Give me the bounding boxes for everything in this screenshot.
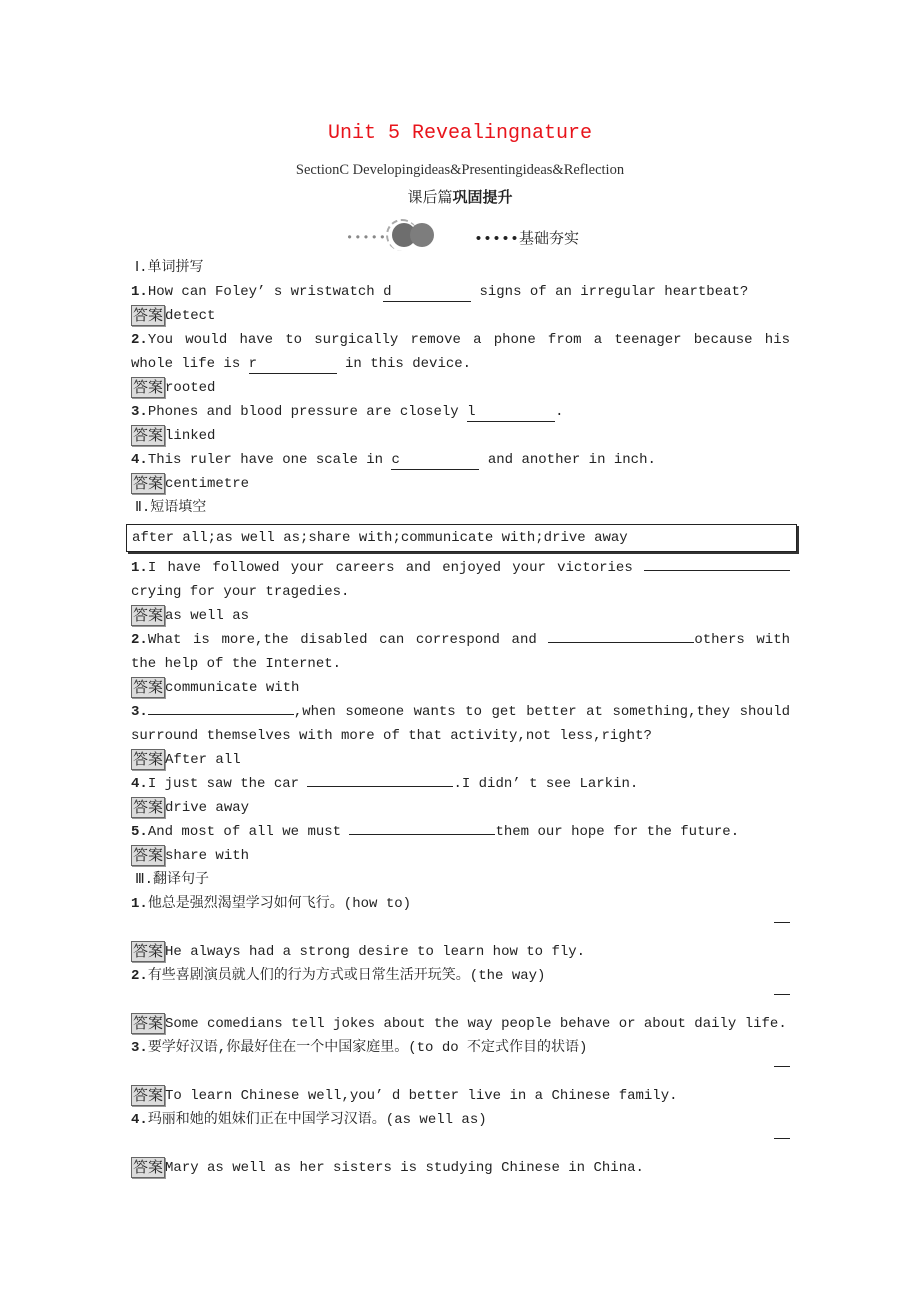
question-text: And most of all we must [147,824,350,840]
answer-text: To learn Chinese well,you’ d better live in a Chinese family. [165,1088,678,1104]
question [131,448,790,472]
question [131,892,790,916]
answer-text: Mary as well as her sisters is studying Chinese in China. [165,1160,644,1176]
answer-row [131,676,790,700]
section-heading: Ⅰ.单词拼写 [135,260,204,276]
answer-label: 答案 [133,605,164,624]
question [131,556,790,604]
answer-row [131,748,790,772]
answer-row [131,1156,790,1180]
question-text: This ruler have one scale in [147,452,392,468]
answer-text: Some comedians tell jokes about the way people behave or about daily life. [165,1016,787,1032]
question-text: What is more,the disabled can correspond and [147,632,549,648]
question [131,772,790,796]
question-number: 4. [131,452,148,468]
unit-title: Unit 5 Revealingnature [327,122,593,145]
worksheet-content [131,256,790,1180]
question-text: 玛丽和她的姐妹们正在中国学习汉语。(as well as) [147,1112,487,1128]
question-text: 有些喜剧演员就人们的行为方式或日常生活开玩笑。(the way) [147,968,546,984]
answer-blank [307,786,453,787]
question [131,1108,790,1132]
answer-label: 答案 [133,473,164,492]
section-heading: Ⅱ.短语填空 [135,500,207,516]
answer-row [131,1012,790,1036]
question-text: .I didn’ t see Larkin. [453,776,639,792]
question-number: 2. [131,968,148,984]
question-text: I have followed your careers and enjoyed your victories [147,560,644,576]
answer-label: 答案 [133,377,164,396]
dash-mark [774,994,790,995]
answer-text: drive away [165,800,250,816]
answer-label: 答案 [133,941,164,960]
question-number: 5. [131,824,148,840]
section-heading: Ⅲ.翻译句子 [135,872,210,888]
phrase-bank-box: after all;as well as;share with;communicate with;drive away [126,524,797,552]
answer-text: share with [165,848,250,864]
question-number: 3. [131,704,148,720]
answer-label: 答案 [133,1085,164,1104]
section-subtitle-2 [0,186,920,207]
question [131,280,790,304]
answer-blank: d [383,284,471,302]
question-text: I just saw the car [147,776,308,792]
dash-mark [774,1066,790,1067]
question-number: 2. [131,632,148,648]
answer-blank [148,714,294,715]
section-banner [346,221,606,251]
dots-decoration: ••••• [346,231,388,245]
answer-label: 答案 [133,845,164,864]
question-text: Phones and blood pressure are closely [147,404,468,420]
question [131,964,790,988]
answer-row [131,844,790,868]
answer-row [131,940,790,964]
answer-text: After all [165,752,241,768]
question-number: 1. [131,284,148,300]
question [131,700,790,748]
answer-text: He always had a strong desire to learn how to fly. [165,944,586,960]
answer-label: 答案 [133,749,164,768]
translation-answer-line [131,988,790,1012]
answer-row [131,604,790,628]
question [131,328,790,376]
question-number: 1. [131,560,148,576]
section-label: •••••基础夯实 [474,231,580,248]
question-text: crying for your tragedies. [131,584,350,600]
dash-mark [774,922,790,923]
question-number: 2. [131,332,148,348]
question-text: How can Foley’ s wristwatch [147,284,384,300]
translation-answer-line [131,916,790,940]
question-number: 3. [131,1040,148,1056]
question-text: others with the help of the Internet. [131,632,791,672]
answer-row [131,376,790,400]
question-text: in this device. [336,356,472,372]
answer-text: detect [165,308,216,324]
answer-blank: l [467,404,555,422]
answer-row [131,304,790,328]
dash-mark [774,1138,790,1139]
question-text: and another in inch. [479,452,656,468]
question-number: 3. [131,404,148,420]
question-text: 要学好汉语,你最好住在一个中国家庭里。(to do 不定式作目的状语) [147,1040,588,1056]
answer-text: centimetre [165,476,250,492]
subtitle-part: 课后篇 [407,190,453,207]
question-text: . [555,404,564,420]
answer-row [131,1084,790,1108]
answer-blank [644,570,790,571]
translation-answer-line [131,1060,790,1084]
question [131,400,790,424]
circle-icon [410,223,434,247]
answer-label: 答案 [133,1157,164,1176]
question [131,820,790,844]
question-text: signs of an irregular heartbeat? [471,284,749,300]
answer-label: 答案 [133,305,164,324]
question [131,1036,790,1060]
subtitle-bold-part: 巩固提升 [452,190,513,207]
answer-label: 答案 [133,1013,164,1032]
answer-text: linked [165,428,216,444]
question-number: 4. [131,776,148,792]
answer-row [131,424,790,448]
question-number: 1. [131,896,148,912]
question-text: You would have to surgically remove a phone from a teenager because his whole life is [131,332,790,372]
translation-answer-line [131,1132,790,1156]
answer-blank: c [391,452,479,470]
question-text: them our hope for the future. [495,824,740,840]
answer-blank [349,834,495,835]
question-number: 4. [131,1112,148,1128]
answer-label: 答案 [133,677,164,696]
section-subtitle: SectionC Developingideas&Presentingideas&Reflection [295,162,625,178]
answer-text: rooted [165,380,216,396]
answer-blank [548,642,694,643]
answer-row [131,796,790,820]
answer-text: as well as [165,608,250,624]
answer-text: communicate with [165,680,300,696]
answer-row [131,472,790,496]
answer-label: 答案 [133,797,164,816]
question [131,628,790,676]
question-text: ,when someone wants to get better at something,they should surround themselves with more of that activity,not less,right? [131,704,790,744]
answer-label: 答案 [133,425,164,444]
question-text: 他总是强烈渴望学习如何飞行。(how to) [147,896,412,912]
answer-blank: r [249,356,337,374]
